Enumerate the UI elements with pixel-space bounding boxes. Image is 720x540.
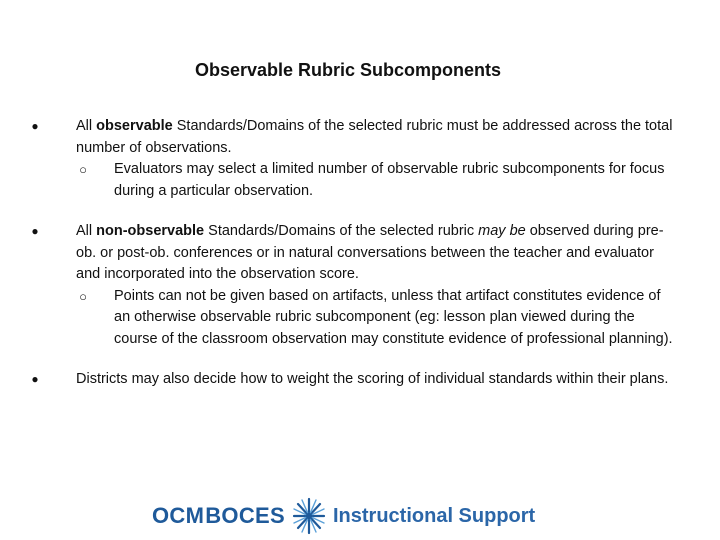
brand-boces: BOCES: [205, 503, 285, 528]
bullet-text-pre: All: [76, 118, 97, 134]
sub-item: [79, 159, 680, 202]
slide-title: Observable Rubric Subcomponents: [194, 60, 502, 80]
bullet-marker: ●: [31, 224, 39, 238]
starburst-logo-icon: [291, 496, 327, 536]
bullet-text-b: observed during pre-ob. or post-ob. conferences or in natural conversations between the teacher and evaluator and incorporated into the observation score.: [76, 223, 664, 282]
bullet-item-districts: [30, 369, 680, 391]
sub-item-text: Evaluators may select a limited number of observable rubric subcomponents for focus during a particular observation.: [114, 161, 665, 199]
brand-ocm: OCM: [152, 503, 205, 528]
bullet-text-pre: All: [76, 223, 97, 239]
bullet-text: Standards/Domains of the selected rubric must be addressed across the total number of observations.: [76, 118, 673, 156]
sub-item: [79, 286, 680, 351]
bullet-item-non-observable: [30, 221, 680, 350]
bullet-text-bold: non-observable: [96, 223, 205, 239]
bullet-marker: ●: [31, 119, 39, 133]
sub-marker: ○: [79, 162, 87, 177]
bullet-text-a: Standards/Domains of the selected rubric: [204, 223, 479, 239]
sub-list: [76, 159, 680, 202]
bullet-marker: ●: [31, 372, 39, 386]
sub-marker: ○: [79, 288, 87, 304]
bullet-text-italic: may be: [478, 223, 526, 239]
bullet-item-observable: [30, 116, 680, 202]
sub-item-text: Points can not be given based on artifacts, unless that artifact constitutes evidence of an otherwise observable rubric subcomponent (eg: lesson plan viewed during the course of the classroom observation may constitute evidence of professional planning).: [114, 287, 673, 347]
bullet-text-bold: observable: [96, 118, 173, 134]
program-name: Instructional Support: [332, 504, 536, 527]
footer-logo: [152, 496, 582, 536]
bullet-text: Districts may also decide how to weight the scoring of individual standards within their plans.: [76, 371, 669, 387]
sub-list: [76, 286, 680, 351]
bullet-list: [30, 116, 680, 410]
